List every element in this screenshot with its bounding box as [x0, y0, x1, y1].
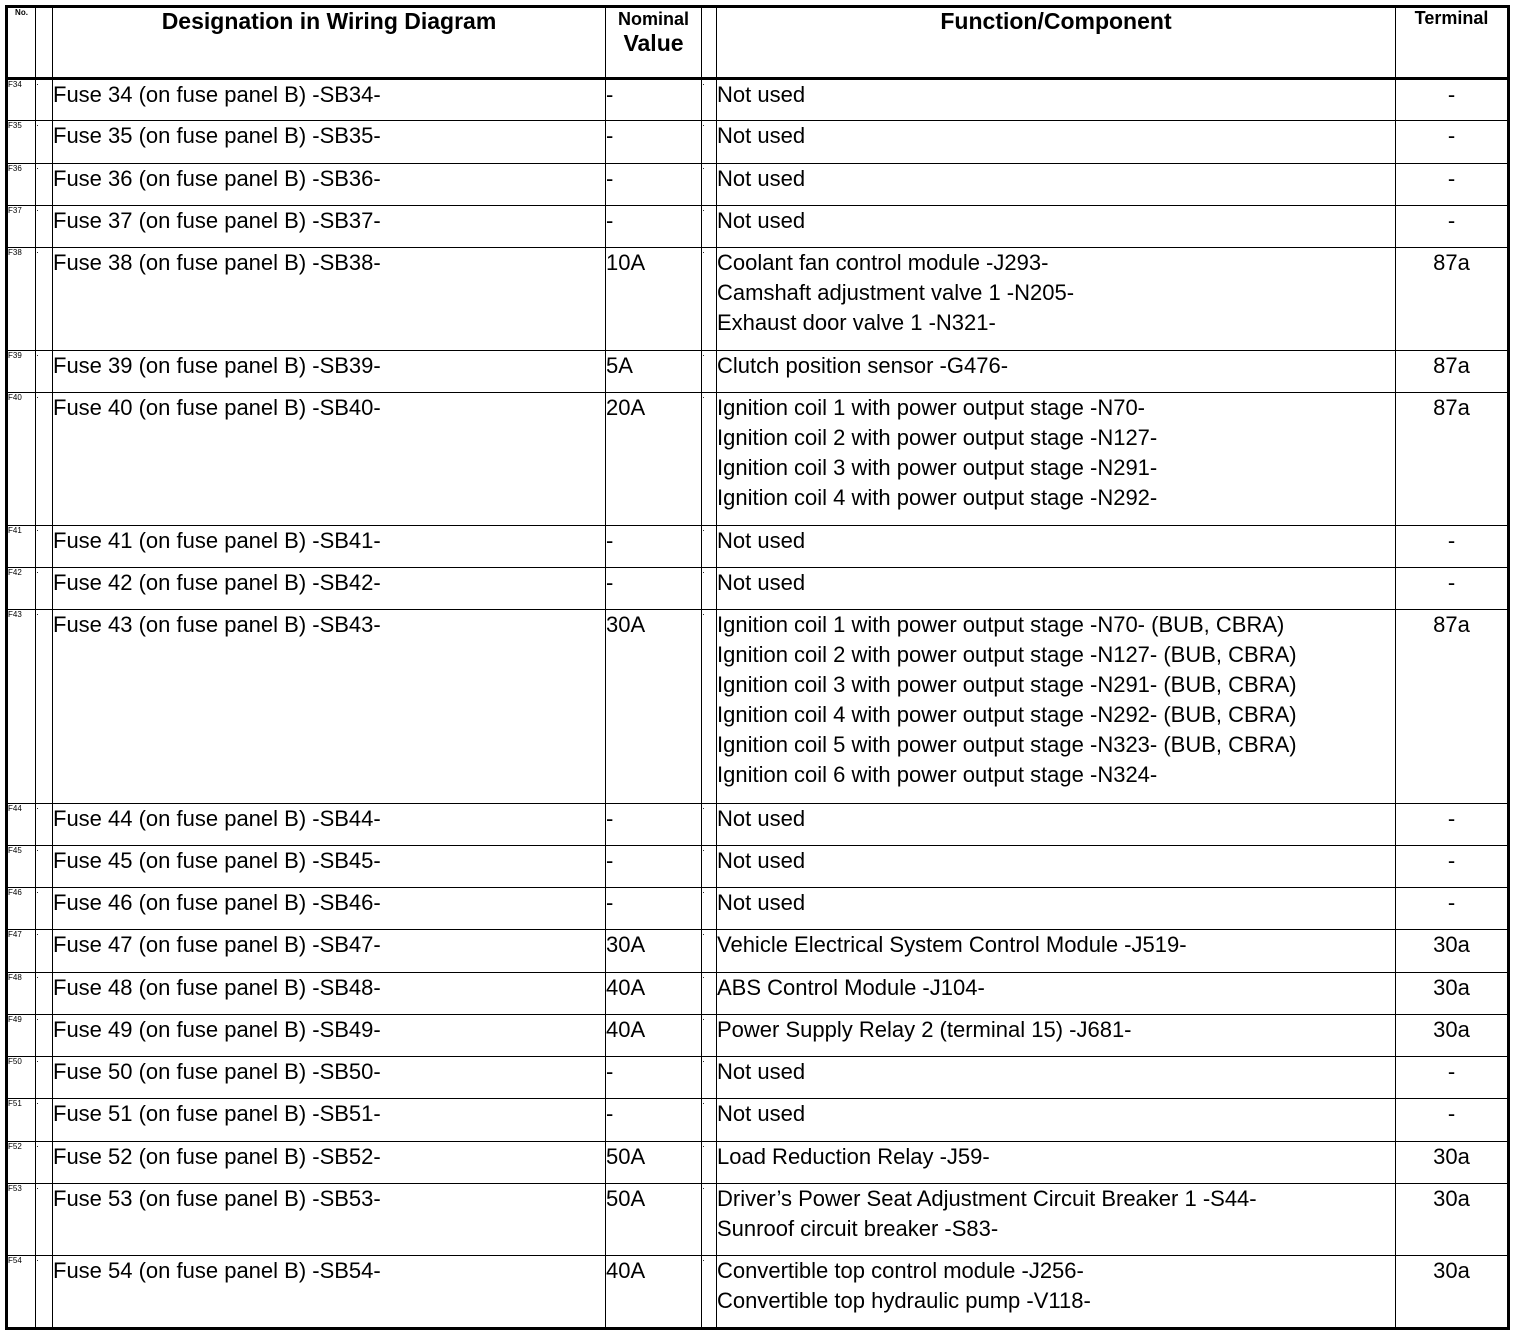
- fuse-designation: Fuse 38 (on fuse panel B) -SB38-: [53, 248, 606, 351]
- function-component: [717, 1141, 1396, 1183]
- table-row: [7, 972, 1509, 1014]
- row-mark-2: ·: [702, 1014, 717, 1056]
- row-number: F40: [7, 392, 36, 525]
- row-number: F49: [7, 1014, 36, 1056]
- row-mark-2: ·: [702, 845, 717, 887]
- table-row: [7, 803, 1509, 845]
- fuse-designation: Fuse 34 (on fuse panel B) -SB34-: [53, 79, 606, 121]
- function-component: [717, 163, 1396, 205]
- row-mark: ·: [36, 888, 53, 930]
- function-line: Sunroof circuit breaker -S83-: [717, 1215, 999, 1241]
- fuse-designation: Fuse 41 (on fuse panel B) -SB41-: [53, 525, 606, 567]
- table-row: [7, 1099, 1509, 1141]
- function-line: Ignition coil 4 with power output stage -N292-: [717, 484, 1158, 510]
- row-number: F53: [7, 1183, 36, 1255]
- terminal: -: [1396, 205, 1509, 247]
- function-line: Ignition coil 4 with power output stage -N292- (BUB, CBRA): [717, 702, 1297, 728]
- row-mark-2: ·: [702, 803, 717, 845]
- fuse-designation: Fuse 39 (on fuse panel B) -SB39-: [53, 350, 606, 392]
- terminal: -: [1396, 803, 1509, 845]
- function-component: [717, 610, 1396, 803]
- function-component: [717, 930, 1396, 972]
- table-row: [7, 79, 1509, 121]
- table-row: [7, 1183, 1509, 1255]
- function-line: Ignition coil 5 with power output stage -N323- (BUB, CBRA): [717, 732, 1297, 758]
- row-number: F46: [7, 888, 36, 930]
- nominal-value: -: [606, 163, 702, 205]
- function-component: [717, 803, 1396, 845]
- row-mark-2: ·: [702, 121, 717, 163]
- terminal: -: [1396, 1057, 1509, 1099]
- row-mark-2: ·: [702, 163, 717, 205]
- fuse-designation: Fuse 54 (on fuse panel B) -SB54-: [53, 1256, 606, 1329]
- table-row: [7, 163, 1509, 205]
- header-no: No.: [7, 7, 36, 79]
- function-line: Ignition coil 3 with power output stage -N291- (BUB, CBRA): [717, 672, 1297, 698]
- row-mark-2: ·: [702, 1057, 717, 1099]
- terminal: -: [1396, 568, 1509, 610]
- row-number: F51: [7, 1099, 36, 1141]
- row-number: F43: [7, 610, 36, 803]
- nominal-value: 40A: [606, 972, 702, 1014]
- fuse-designation: Fuse 47 (on fuse panel B) -SB47-: [53, 930, 606, 972]
- function-line: Power Supply Relay 2 (terminal 15) -J681-: [717, 1016, 1132, 1042]
- row-mark: ·: [36, 205, 53, 247]
- fuse-designation: Fuse 49 (on fuse panel B) -SB49-: [53, 1014, 606, 1056]
- row-number: F45: [7, 845, 36, 887]
- row-number: F37: [7, 205, 36, 247]
- header-function: Function/Component: [717, 7, 1396, 79]
- row-number: F52: [7, 1141, 36, 1183]
- row-mark: ·: [36, 930, 53, 972]
- nominal-value: -: [606, 803, 702, 845]
- fuse-designation: Fuse 50 (on fuse panel B) -SB50-: [53, 1057, 606, 1099]
- terminal: 30a: [1396, 930, 1509, 972]
- row-number: F36: [7, 163, 36, 205]
- row-mark-2: ·: [702, 205, 717, 247]
- row-number: F35: [7, 121, 36, 163]
- table-row: [7, 525, 1509, 567]
- terminal: 87a: [1396, 350, 1509, 392]
- function-component: [717, 888, 1396, 930]
- row-mark: ·: [36, 1057, 53, 1099]
- table-row: [7, 121, 1509, 163]
- table-row: [7, 248, 1509, 351]
- row-number: F54: [7, 1256, 36, 1329]
- fuse-designation: Fuse 36 (on fuse panel B) -SB36-: [53, 163, 606, 205]
- table-row: [7, 1141, 1509, 1183]
- function-component: [717, 525, 1396, 567]
- table-row: [7, 568, 1509, 610]
- row-number: F38: [7, 248, 36, 351]
- function-line: Clutch position sensor -G476-: [717, 352, 1009, 378]
- table-row: [7, 610, 1509, 803]
- row-mark-2: ·: [702, 1183, 717, 1255]
- row-mark-2: ·: [702, 1256, 717, 1329]
- fuse-designation: Fuse 53 (on fuse panel B) -SB53-: [53, 1183, 606, 1255]
- row-number: F41: [7, 525, 36, 567]
- function-line: Not used: [717, 805, 806, 831]
- row-number: F39: [7, 350, 36, 392]
- fuse-designation: Fuse 51 (on fuse panel B) -SB51-: [53, 1099, 606, 1141]
- terminal: 87a: [1396, 392, 1509, 525]
- function-component: [717, 205, 1396, 247]
- function-line: Convertible top hydraulic pump -V118-: [717, 1288, 1091, 1314]
- row-mark: ·: [36, 350, 53, 392]
- fuse-designation: Fuse 43 (on fuse panel B) -SB43-: [53, 610, 606, 803]
- fuse-designation: Fuse 48 (on fuse panel B) -SB48-: [53, 972, 606, 1014]
- row-mark-2: ·: [702, 350, 717, 392]
- row-mark-2: ·: [702, 248, 717, 351]
- function-line: Coolant fan control module -J293-: [717, 250, 1049, 276]
- table-row: [7, 392, 1509, 525]
- table-row: [7, 350, 1509, 392]
- function-line: Exhaust door valve 1 -N321-: [717, 310, 996, 336]
- terminal: -: [1396, 888, 1509, 930]
- row-mark: ·: [36, 1014, 53, 1056]
- function-component: [717, 248, 1396, 351]
- row-mark: ·: [36, 803, 53, 845]
- nominal-value: 10A: [606, 248, 702, 351]
- row-mark: ·: [36, 121, 53, 163]
- nominal-value: 50A: [606, 1141, 702, 1183]
- nominal-value: -: [606, 1099, 702, 1141]
- row-mark-2: ·: [702, 392, 717, 525]
- terminal: -: [1396, 121, 1509, 163]
- row-mark: ·: [36, 79, 53, 121]
- nominal-value: 50A: [606, 1183, 702, 1255]
- row-mark-2: ·: [702, 1099, 717, 1141]
- fuse-designation: Fuse 40 (on fuse panel B) -SB40-: [53, 392, 606, 525]
- row-number: F50: [7, 1057, 36, 1099]
- terminal: -: [1396, 525, 1509, 567]
- terminal: 30a: [1396, 1141, 1509, 1183]
- function-component: [717, 350, 1396, 392]
- fuse-table: [5, 5, 1510, 1330]
- nominal-value: -: [606, 568, 702, 610]
- function-line: Not used: [717, 207, 806, 233]
- table-row: [7, 1014, 1509, 1056]
- row-mark: ·: [36, 972, 53, 1014]
- terminal: 30a: [1396, 1014, 1509, 1056]
- function-line: Convertible top control module -J256-: [717, 1258, 1084, 1284]
- terminal: 30a: [1396, 1256, 1509, 1329]
- row-mark-2: ·: [702, 972, 717, 1014]
- row-number: F47: [7, 930, 36, 972]
- header-blank-2: [702, 7, 717, 79]
- header-terminal: Terminal: [1396, 7, 1509, 79]
- function-component: [717, 1183, 1396, 1255]
- fuse-designation: Fuse 44 (on fuse panel B) -SB44-: [53, 803, 606, 845]
- function-line: Not used: [717, 527, 806, 553]
- nominal-value: -: [606, 79, 702, 121]
- row-mark: ·: [36, 1099, 53, 1141]
- row-mark: ·: [36, 392, 53, 525]
- nominal-value: -: [606, 121, 702, 163]
- header-blank: [36, 7, 53, 79]
- header-nominal-line2: Value: [623, 30, 684, 56]
- table-row: [7, 1057, 1509, 1099]
- terminal: 87a: [1396, 610, 1509, 803]
- fuse-designation: Fuse 46 (on fuse panel B) -SB46-: [53, 888, 606, 930]
- function-line: Not used: [717, 1101, 806, 1127]
- function-component: [717, 568, 1396, 610]
- function-line: Not used: [717, 82, 806, 107]
- table-row: [7, 205, 1509, 247]
- function-line: Ignition coil 6 with power output stage -N324-: [717, 762, 1158, 788]
- fuse-designation: Fuse 52 (on fuse panel B) -SB52-: [53, 1141, 606, 1183]
- row-mark: ·: [36, 568, 53, 610]
- row-number: F44: [7, 803, 36, 845]
- nominal-value: 5A: [606, 350, 702, 392]
- function-line: Vehicle Electrical System Control Module -J519-: [717, 932, 1187, 958]
- row-mark: ·: [36, 525, 53, 567]
- nominal-value: 20A: [606, 392, 702, 525]
- function-line: ABS Control Module -J104-: [717, 974, 985, 1000]
- row-mark: ·: [36, 1141, 53, 1183]
- row-mark: ·: [36, 610, 53, 803]
- row-mark: ·: [36, 163, 53, 205]
- row-mark-2: ·: [702, 610, 717, 803]
- row-number: F42: [7, 568, 36, 610]
- row-mark-2: ·: [702, 1141, 717, 1183]
- fuse-designation: Fuse 42 (on fuse panel B) -SB42-: [53, 568, 606, 610]
- row-mark-2: ·: [702, 930, 717, 972]
- header-designation: Designation in Wiring Diagram: [53, 7, 606, 79]
- function-line: Not used: [717, 1059, 806, 1085]
- table-header: [7, 7, 1509, 79]
- nominal-value: -: [606, 1057, 702, 1099]
- function-line: Not used: [717, 847, 806, 873]
- function-line: Ignition coil 2 with power output stage -N127-: [717, 424, 1158, 450]
- function-line: Not used: [717, 570, 806, 596]
- function-component: [717, 1256, 1396, 1329]
- table-row: [7, 845, 1509, 887]
- row-mark-2: ·: [702, 568, 717, 610]
- fuse-designation: Fuse 35 (on fuse panel B) -SB35-: [53, 121, 606, 163]
- function-line: Ignition coil 2 with power output stage -N127- (BUB, CBRA): [717, 642, 1297, 668]
- row-number: F34: [7, 79, 36, 121]
- row-mark-2: ·: [702, 888, 717, 930]
- nominal-value: 40A: [606, 1014, 702, 1056]
- function-line: Not used: [717, 890, 806, 916]
- terminal: -: [1396, 1099, 1509, 1141]
- fuse-designation: Fuse 37 (on fuse panel B) -SB37-: [53, 205, 606, 247]
- function-line: Ignition coil 1 with power output stage -N70-: [717, 394, 1146, 420]
- function-component: [717, 79, 1396, 121]
- function-line: Driver’s Power Seat Adjustment Circuit Breaker 1 -S44-: [717, 1185, 1257, 1211]
- function-component: [717, 121, 1396, 163]
- nominal-value: -: [606, 888, 702, 930]
- terminal: 87a: [1396, 248, 1509, 351]
- nominal-value: 30A: [606, 610, 702, 803]
- row-number: F48: [7, 972, 36, 1014]
- row-mark-2: ·: [702, 79, 717, 121]
- nominal-value: -: [606, 205, 702, 247]
- header-nominal-line1: Nominal: [617, 9, 689, 29]
- function-component: [717, 1057, 1396, 1099]
- function-line: Ignition coil 1 with power output stage -N70- (BUB, CBRA): [717, 612, 1285, 638]
- function-component: [717, 845, 1396, 887]
- row-mark: ·: [36, 248, 53, 351]
- function-line: Camshaft adjustment valve 1 -N205-: [717, 280, 1075, 306]
- table-row: [7, 930, 1509, 972]
- row-mark: ·: [36, 845, 53, 887]
- nominal-value: 40A: [606, 1256, 702, 1329]
- row-mark: ·: [36, 1256, 53, 1329]
- terminal: 30a: [1396, 1183, 1509, 1255]
- table-row: [7, 1256, 1509, 1329]
- function-component: [717, 1014, 1396, 1056]
- nominal-value: 30A: [606, 930, 702, 972]
- terminal: -: [1396, 79, 1509, 121]
- table-body: [7, 79, 1509, 1329]
- function-line: Ignition coil 3 with power output stage -N291-: [717, 454, 1158, 480]
- function-line: Not used: [717, 123, 806, 149]
- function-component: [717, 972, 1396, 1014]
- function-component: [717, 1099, 1396, 1141]
- row-mark: ·: [36, 1183, 53, 1255]
- terminal: 30a: [1396, 972, 1509, 1014]
- nominal-value: -: [606, 525, 702, 567]
- row-mark-2: ·: [702, 525, 717, 567]
- terminal: -: [1396, 845, 1509, 887]
- nominal-value: -: [606, 845, 702, 887]
- fuse-designation: Fuse 45 (on fuse panel B) -SB45-: [53, 845, 606, 887]
- function-line: Not used: [717, 165, 806, 191]
- table-row: [7, 888, 1509, 930]
- terminal: -: [1396, 163, 1509, 205]
- function-component: [717, 392, 1396, 525]
- function-line: Load Reduction Relay -J59-: [717, 1143, 990, 1169]
- header-nominal-value: [606, 7, 702, 79]
